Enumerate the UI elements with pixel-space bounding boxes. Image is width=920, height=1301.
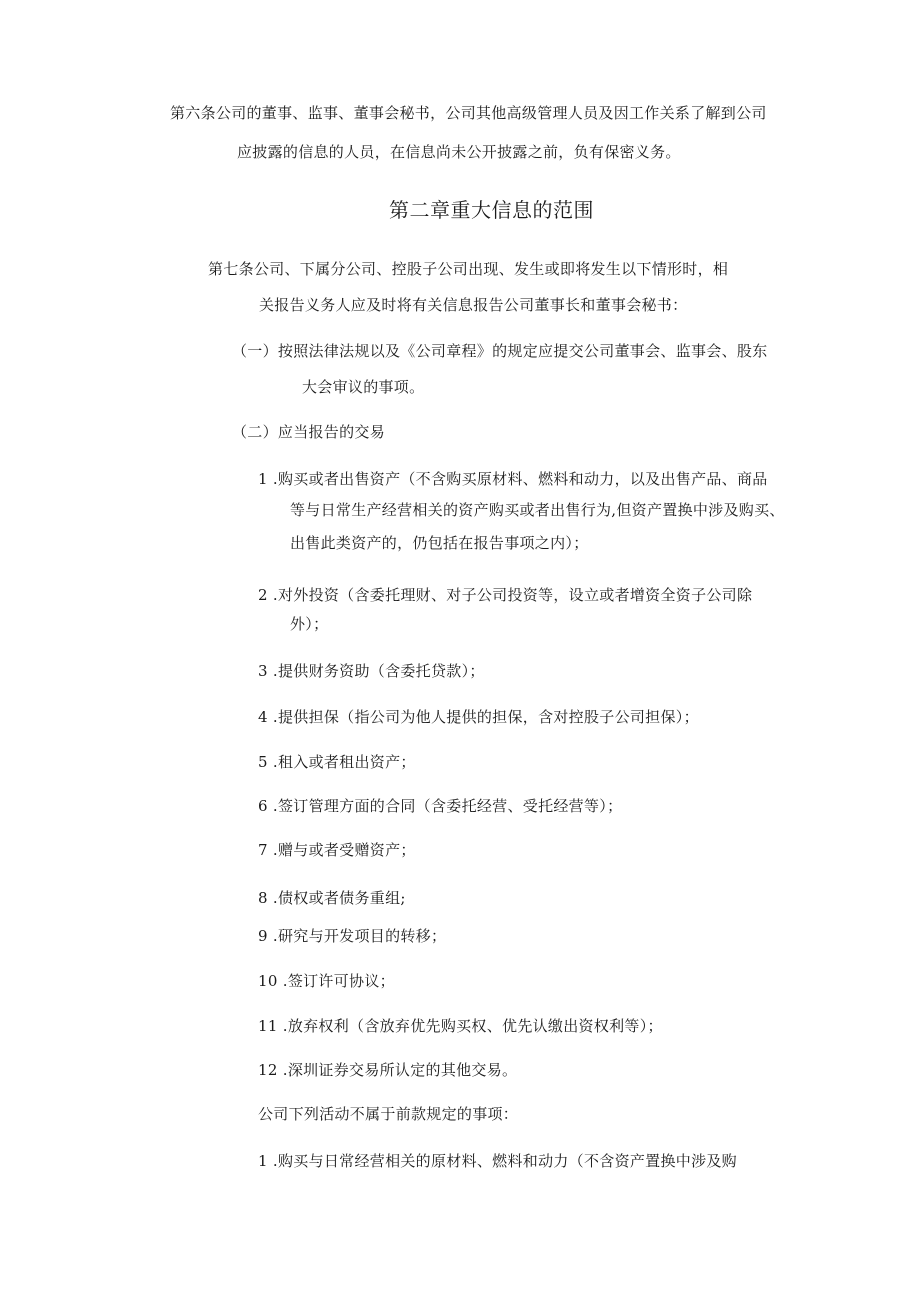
article-7-line-1: 第七条公司、下属分公司、控股子公司出现、发生或即将发生以下情形时，相 [208,260,729,278]
article-7-line-2: 关报告义务人应及时将有关信息报告公司董事长和董事会秘书： [259,296,688,314]
transaction-2-line-1: 2 .对外投资（含委托理财、对子公司投资等，设立或者增资全资子公司除 [258,586,753,604]
transaction-2-line-2: 外）； [290,615,329,633]
transaction-1-line-2: 等与日常生产经营相关的资产购买或者出售行为,但资产置换中涉及购买、 [290,501,785,519]
transaction-1-line-1: 1 .购买或者出售资产（不含购买原材料、燃料和动力，以及出售产品、商品 [258,470,768,488]
transaction-8: 8 .债权或者债务重组; [258,889,406,907]
transaction-1-line-3: 出售此类资产的，仍包括在报告事项之内）； [290,534,589,552]
item-two-title: （二）应当报告的交易 [232,423,386,441]
transaction-12: 12 .深圳证券交易所认定的其他交易。 [258,1061,518,1079]
item-one-line-1: （一）按照法律法规以及《公司章程》的规定应提交公司董事会、监事会、股东 [232,342,768,360]
chapter-2-title: 第二章重大信息的范围 [389,198,594,222]
article-6-line-2: 应披露的信息的人员，在信息尚未公开披露之前，负有保密义务。 [237,143,681,161]
transaction-4: 4 .提供担保（指公司为他人提供的担保，含对控股子公司担保）； [258,708,699,726]
article-6-line-1: 第六条公司的董事、监事、董事会秘书，公司其他高级管理人员及因工作关系了解到公司 [170,104,767,122]
transaction-3: 3 .提供财务资助（含委托贷款）； [258,662,485,680]
transaction-7: 7 .赠与或者受赠资产； [258,841,416,859]
transaction-5: 5 .租入或者租出资产； [258,753,416,771]
exclusions-intro: 公司下列活动不属于前款规定的事项： [258,1105,519,1123]
exclusion-1-line-1: 1 .购买与日常经营相关的原材料、燃料和动力（不含资产置换中涉及购 [258,1152,737,1170]
transaction-6: 6 .签订管理方面的合同（含委托经营、受托经营等）； [258,797,623,815]
transaction-9: 9 .研究与开发项目的转移； [258,927,447,945]
transaction-10: 10 .签订许可协议； [258,972,395,990]
item-one-line-2: 大会审议的事项。 [302,378,425,396]
transaction-11: 11 .放弃权利（含放弃优先购买权、优先认缴出资权利等）； [258,1017,663,1035]
